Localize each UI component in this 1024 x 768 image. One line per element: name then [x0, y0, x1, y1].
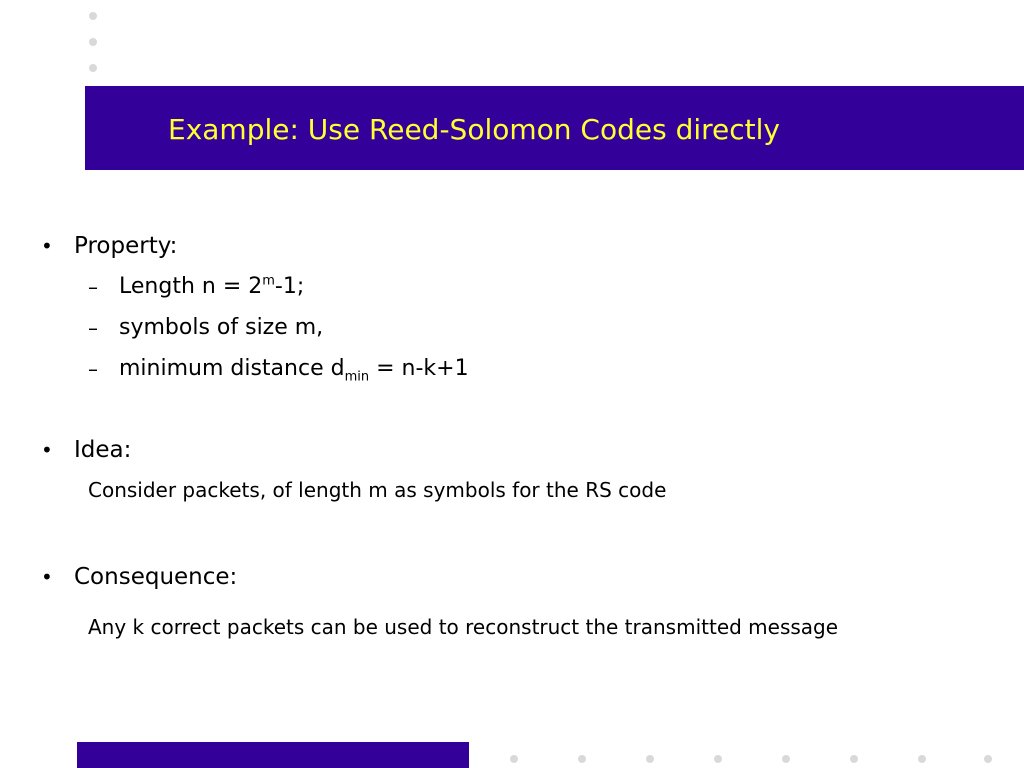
property-item-length-exponent: m — [262, 273, 275, 289]
decor-dot — [578, 755, 586, 763]
decor-dot — [646, 755, 654, 763]
bullet-idea-label: Idea: — [74, 437, 132, 463]
decor-dot — [510, 755, 518, 763]
decor-dot — [89, 12, 97, 20]
bullet-marker: • — [41, 234, 53, 258]
dash-marker: – — [88, 316, 98, 340]
bullet-consequence-label: Consequence: — [74, 564, 238, 590]
idea-note: Consider packets, of length m as symbols for the RS code — [88, 478, 667, 502]
dash-marker: – — [88, 275, 98, 299]
property-item-distance — [119, 356, 469, 385]
decor-dot — [918, 755, 926, 763]
slide-title: Example: Use Reed-Solomon Codes directly — [168, 113, 780, 146]
decor-dot — [89, 38, 97, 46]
decor-dot — [714, 755, 722, 763]
decor-dot — [850, 755, 858, 763]
footer-bar — [77, 742, 469, 768]
property-item-distance-text: minimum distance d — [119, 356, 345, 381]
decor-dot — [782, 755, 790, 763]
bullet-property-label: Property: — [74, 233, 178, 259]
decor-dot — [984, 755, 992, 763]
bullet-marker: • — [41, 565, 53, 589]
property-item-distance-subscript: min — [344, 369, 370, 385]
property-item-length-text: Length n = 2 — [119, 274, 263, 299]
property-item-length — [119, 274, 304, 300]
title-bar — [85, 86, 1024, 170]
bullet-marker: • — [41, 438, 53, 462]
property-item-distance-suffix: = n-k+1 — [369, 356, 469, 381]
decor-dot — [89, 64, 97, 72]
property-item-length-suffix: -1; — [274, 274, 305, 299]
dash-marker: – — [88, 357, 98, 381]
consequence-note: Any k correct packets can be used to reconstruct the transmitted message — [88, 615, 839, 639]
property-item-symbols: symbols of size m, — [119, 315, 324, 340]
